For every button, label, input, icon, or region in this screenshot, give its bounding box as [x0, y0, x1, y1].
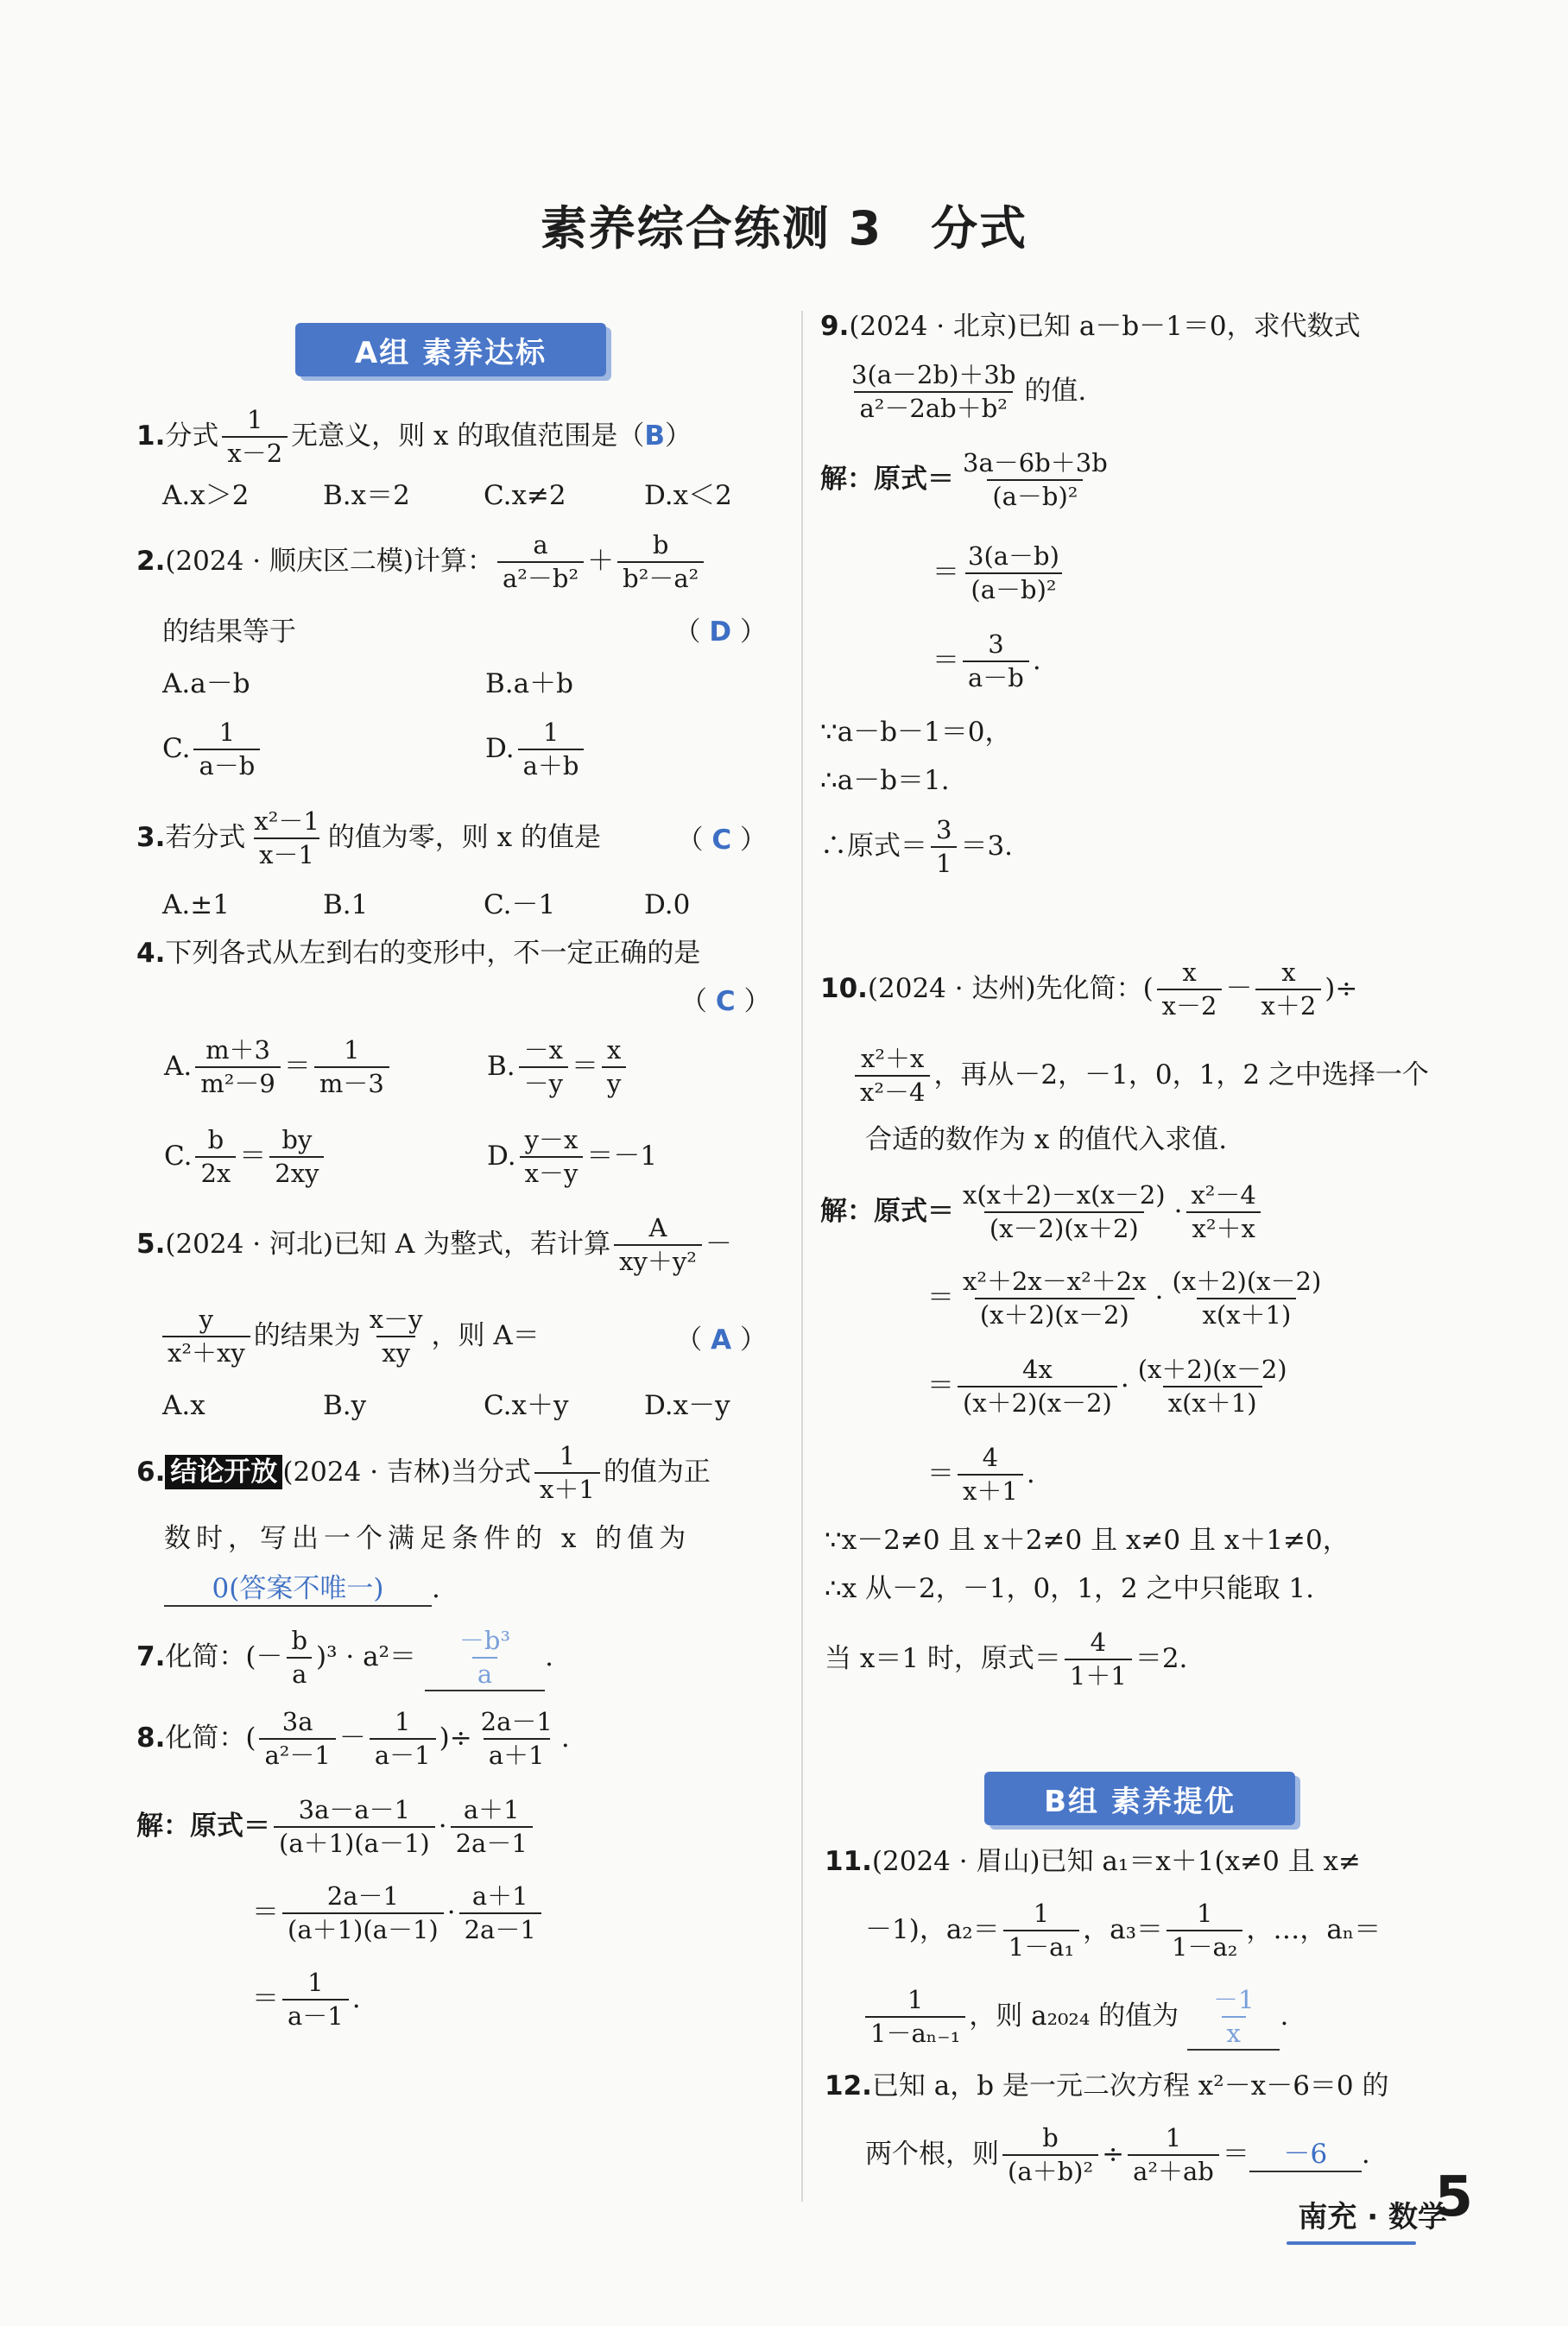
question-3: 3.若分式 $\frac{\text{x²－1}}{x-1}$ 的值为零，则 x 的值是 （ C ） [136, 806, 767, 870]
q2-options-cd: C. $\frac{1}{a-b}$ D. $\frac{1}{a+b}$ [162, 718, 587, 781]
page-number: 5 [1434, 2165, 1473, 2229]
q4-answer: （ C ） [680, 986, 771, 1017]
q9-expression: $\frac{3(a-2b)+3b}{\text{a²－2ab＋b²}}$ 的值. [851, 360, 1087, 424]
q9-solution-step1: 解：原式＝ $\frac{3a-6b+3b}{\text{(a－b)²}}$ [820, 448, 1108, 512]
q6-line2: 数时，写出一个满足条件的 x 的值为 [164, 1523, 692, 1554]
answer-4: C [715, 986, 736, 1017]
q5-options: A.x B.y C.x＋y D.x－y [162, 1390, 730, 1421]
q5-line2: $\frac{y}{\text{x²＋xy}}$ 的结果为 $\frac{x-y}{xy}$ ，则 A＝ （ A ） [162, 1305, 767, 1368]
answer-12: －6 [1249, 2139, 1362, 2172]
answer-11: $\frac{-1}{x}$ [1187, 1986, 1280, 2051]
open-conclusion-tag: 结论开放 [165, 1455, 282, 1489]
footer-subject: 南充 · 数学 [1298, 2200, 1447, 2234]
question-4: 4.下列各式从左到右的变形中，不一定正确的是 [136, 938, 701, 969]
q8-solution-step3: ＝ $\frac{1}{a-1}$ . [252, 1968, 361, 2032]
question-6: 6. 结论开放 (2024 · 吉林)当分式 $\frac{1}{x+1}$ 的值为正 [136, 1441, 711, 1505]
q10-solution-step1: 解：原式＝ $\frac{x(x+2)-x(x-2)}{(x-2)(x+2)}$ · $\frac{\text{x²－4}}{\text{x²＋x}}$ [820, 1181, 1265, 1244]
question-12: 12.已知 a，b 是一元二次方程 x²－x－6＝0 的 [825, 2070, 1389, 2102]
q1-options: A.x＞2 B.x＝2 C.x≠2 D.x＜2 [162, 480, 732, 511]
question-9: 9.(2024 · 北京)已知 a－b－1＝0，求代数式 [820, 311, 1361, 342]
question-10: 10.(2024 · 达州)先化简：( $\frac{x}{x-2}$ － $\frac{x}{x+2}$ )÷ [820, 958, 1358, 1021]
q10-line3: 合适的数作为 x 的值代入求值. [865, 1124, 1228, 1155]
q10-condition-1: ∵x－2≠0 且 x＋2≠0 且 x≠0 且 x＋1≠0， [825, 1525, 1350, 1556]
q4-options-cd: C. $\frac{b}{2x}$ ＝ $\frac{by}{2xy}$ D. $\frac{y-x}{x-y}$ ＝－1 [164, 1125, 658, 1189]
question-11: 11.(2024 · 眉山)已知 a₁＝x＋1(x≠0 且 x≠ [825, 1846, 1361, 1877]
page-title: 素养综合练测 3 分式 [540, 201, 1028, 256]
question-7: 7.化简：(－ $\frac{b}{a}$ )³ · a²＝ $\frac{\text{－b³}}{a}$ . [136, 1627, 553, 1691]
question-1: 1.分式 $\frac{1}{x-2}$ 无意义，则 x 的取值范围是（B） [136, 405, 692, 469]
group-b-banner: B组 素养提优 [984, 1772, 1295, 1825]
q2-line2: 的结果等于 （ D ） [162, 616, 767, 648]
question-5: 5.(2024 · 河北)已知 A 为整式，若计算 $\frac{A}{\text{xy＋y²}}$ － [136, 1213, 732, 1277]
q9-solution-step2: ＝ $\frac{3(a-b)}{\text{(a－b)²}}$ [933, 542, 1068, 605]
q9-line2: ∴a－b＝1. [820, 765, 950, 796]
q9-line3: ∴原式＝ $\frac{3}{1}$ ＝3. [820, 815, 1014, 879]
group-a-banner: A组 素养达标 [295, 323, 606, 376]
q8-solution-step1: 解：原式＝ $\frac{3a-a-1}{(a+1)(a-1)}$ · $\frac{a+1}{2a-1}$ [136, 1796, 536, 1859]
q9-solution-step3: ＝ $\frac{3}{a-b}$ . [933, 629, 1041, 693]
answer-3: C [711, 825, 732, 856]
q2-options-ab: A.a－b B.a＋b [162, 668, 573, 699]
q10-condition-3: 当 x＝1 时，原式＝ $\frac{4}{1+1}$ ＝2. [825, 1628, 1188, 1691]
q10-solution-step2: ＝ $\frac{\text{x²＋2x－x²＋2x}}{(x+2)(x-2)}$ · $\frac{(x+2)(x-2)}{x(x+1)}$ [927, 1267, 1322, 1330]
q10-solution-step3: ＝ $\frac{4x}{(x+2)(x-2)}$ · $\frac{(x+2)(x-2)}{x(x+1)}$ [927, 1355, 1287, 1419]
answer-6: 0(答案不唯一) [164, 1573, 432, 1607]
q9-line1: ∵a－b－1＝0， [820, 717, 1012, 748]
answer-5: A [711, 1324, 732, 1356]
q11-line3: $\frac{1}{\text{1－aₙ₋₁}}$ ，则 a₂₀₂₄ 的值为 $\frac{-1}{x}$ . [865, 1986, 1288, 2051]
answer-1: B [644, 420, 666, 452]
q4-options-ab: A. $\frac{m+3}{\text{m²－9}}$ ＝ $\frac{1}{m-3}$ B. $\frac{-x}{-y}$ ＝ $\frac{x}{y}$ [164, 1036, 629, 1099]
answer-7: $\frac{\text{－b³}}{a}$ [425, 1627, 545, 1691]
question-8: 8.化简：( $\frac{3a}{\text{a²－1}}$ － $\frac{1}{a-1}$ )÷ $\frac{2a-1}{a+1}$ . [136, 1707, 570, 1771]
q6-answer-line: 0(答案不唯一) . [164, 1573, 440, 1607]
q10-solution-step4: ＝ $\frac{4}{x+1}$ . [927, 1443, 1035, 1507]
footer-underline [1287, 2241, 1416, 2245]
q3-options: A.±1 B.1 C.－1 D.0 [162, 889, 691, 920]
q12-line2: 两个根，则 $\frac{b}{\text{(a＋b)²}}$ ÷ $\frac{1}{\text{a²＋ab}}$ ＝ －6 . [865, 2123, 1370, 2187]
q10-line2: $\frac{\text{x²＋x}}{\text{x²－4}}$ ，再从－2，－1，0，1，2 之中选择一个 [855, 1045, 1429, 1108]
q8-solution-step2: ＝ $\frac{2a-1}{(a+1)(a-1)}$ · $\frac{a+1}{2a-1}$ [252, 1882, 545, 1945]
answer-2: D [709, 616, 732, 648]
q11-line2: －1)，a₂＝ $\frac{1}{\text{1－a₁}}$ ，a₃＝ $\frac{1}{\text{1－a₂}}$ ，…，aₙ＝ [865, 1899, 1381, 1963]
q10-condition-2: ∴x 从－2，－1，0，1，2 之中只能取 1. [825, 1573, 1314, 1604]
question-2: 2.(2024 · 顺庆区二模)计算： $\frac{a}{\text{a²－b²}}$ ＋ $\frac{b}{\text{b²－a²}}$ [136, 531, 707, 594]
column-divider [801, 311, 803, 2202]
